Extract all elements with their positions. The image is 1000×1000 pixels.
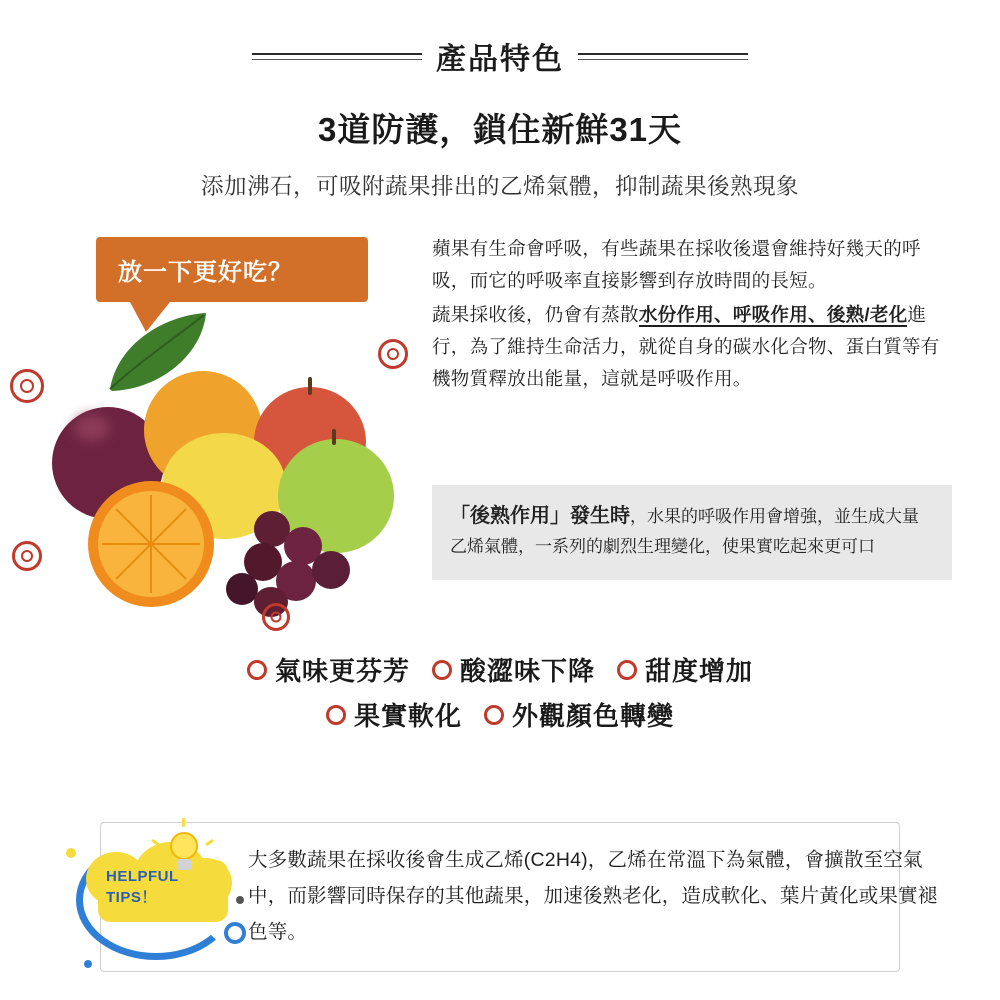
- page-header: [0, 0, 1000, 78]
- circle-bullet-icon: [247, 660, 267, 680]
- ring-decoration-icon: [378, 339, 408, 369]
- header-rule-left: [252, 49, 422, 64]
- list-item-label: 氣味更芬芳: [274, 656, 410, 686]
- body-p2-post: 進行，為了維持生命活力，就從自身的碳水化合物、蛋白質等有機物質釋放出能量，這就是呼吸作用。: [432, 304, 940, 389]
- list-item-label: 外觀顏色轉變: [512, 701, 675, 731]
- body-paragraph-2: [432, 299, 952, 395]
- ring-decoration-icon: [12, 541, 42, 571]
- circle-bullet-icon: [326, 705, 346, 725]
- list-item-label: 甜度增加: [645, 656, 754, 686]
- ripening-callout: [432, 485, 952, 580]
- middle-section: [0, 223, 1000, 643]
- list-item-label: 酸澀味下降: [459, 656, 595, 686]
- dot-decoration-icon: [66, 848, 76, 858]
- list-item-label: 果實軟化: [353, 701, 462, 731]
- tips-badge: [76, 818, 266, 978]
- ring-decoration-icon: [10, 369, 44, 403]
- list-item: [432, 651, 595, 688]
- body-p2-pre: 蔬果採收後，仍會有蒸散: [432, 304, 639, 325]
- tips-badge-text: [106, 866, 218, 908]
- tips-badge-line1: HELPFUL: [106, 868, 179, 885]
- dot-decoration-icon: [236, 896, 244, 904]
- apple-stem: [308, 377, 312, 395]
- plum-highlight: [74, 415, 110, 441]
- speech-bubble-text: 放一下更好吃？: [96, 237, 368, 302]
- circle-outline-decoration-icon: [224, 922, 246, 944]
- green-apple-stem: [332, 429, 336, 445]
- body-p2-emphasis: 水份作用、呼吸作用、後熟/老化: [638, 304, 908, 325]
- page-title: 產品特色: [436, 43, 564, 76]
- dot-decoration-icon: [84, 960, 92, 968]
- tips-badge-line2: TIPS！: [106, 889, 157, 906]
- list-item: [617, 651, 753, 688]
- headline: 3道防護，鎖住新鮮31天: [317, 111, 683, 148]
- list-item: [326, 696, 462, 733]
- helpful-tips-section: [0, 800, 1000, 1000]
- circle-bullet-icon: [484, 705, 504, 725]
- circle-bullet-icon: [432, 660, 452, 680]
- body-text: [432, 233, 952, 395]
- fruit-illustration: [40, 315, 435, 635]
- list-item: [484, 696, 674, 733]
- grape: [312, 551, 350, 589]
- tips-text: 大多數蔬果在採收後會生成乙烯(C2H4)，乙烯在常溫下為氣體，會擴散至空氣中，而影響同時保存的其他蔬果，加速後熟老化，造成軟化、葉片黃化或果實褪色等。: [248, 849, 938, 943]
- header-rule-right: [578, 49, 748, 64]
- ring-decoration-icon: [262, 603, 290, 631]
- bullet-row-1: [0, 651, 1000, 688]
- body-paragraph-1: 蘋果有生命會呼吸，有些蔬果在採收後還會維持好幾天的呼吸，而它的呼吸率直接影響到存放時間的長短。: [432, 238, 921, 291]
- ripening-callout-lead: 「後熟作用」發生時: [450, 505, 630, 527]
- bullet-row-2: [0, 696, 1000, 733]
- circle-bullet-icon: [617, 660, 637, 680]
- orange-segments: [98, 491, 204, 597]
- subheadline: 添加沸石，可吸附蔬果排出的乙烯氣體，抑制蔬果後熟現象: [200, 174, 799, 199]
- ripening-callout-rest: ，水果的呼吸作用會增強，並生成大量乙烯氣體，一系列的劇烈生理變化，使果實吃起來更可口: [450, 507, 919, 556]
- list-item: [247, 651, 410, 688]
- effects-bullet-list: [0, 651, 1000, 733]
